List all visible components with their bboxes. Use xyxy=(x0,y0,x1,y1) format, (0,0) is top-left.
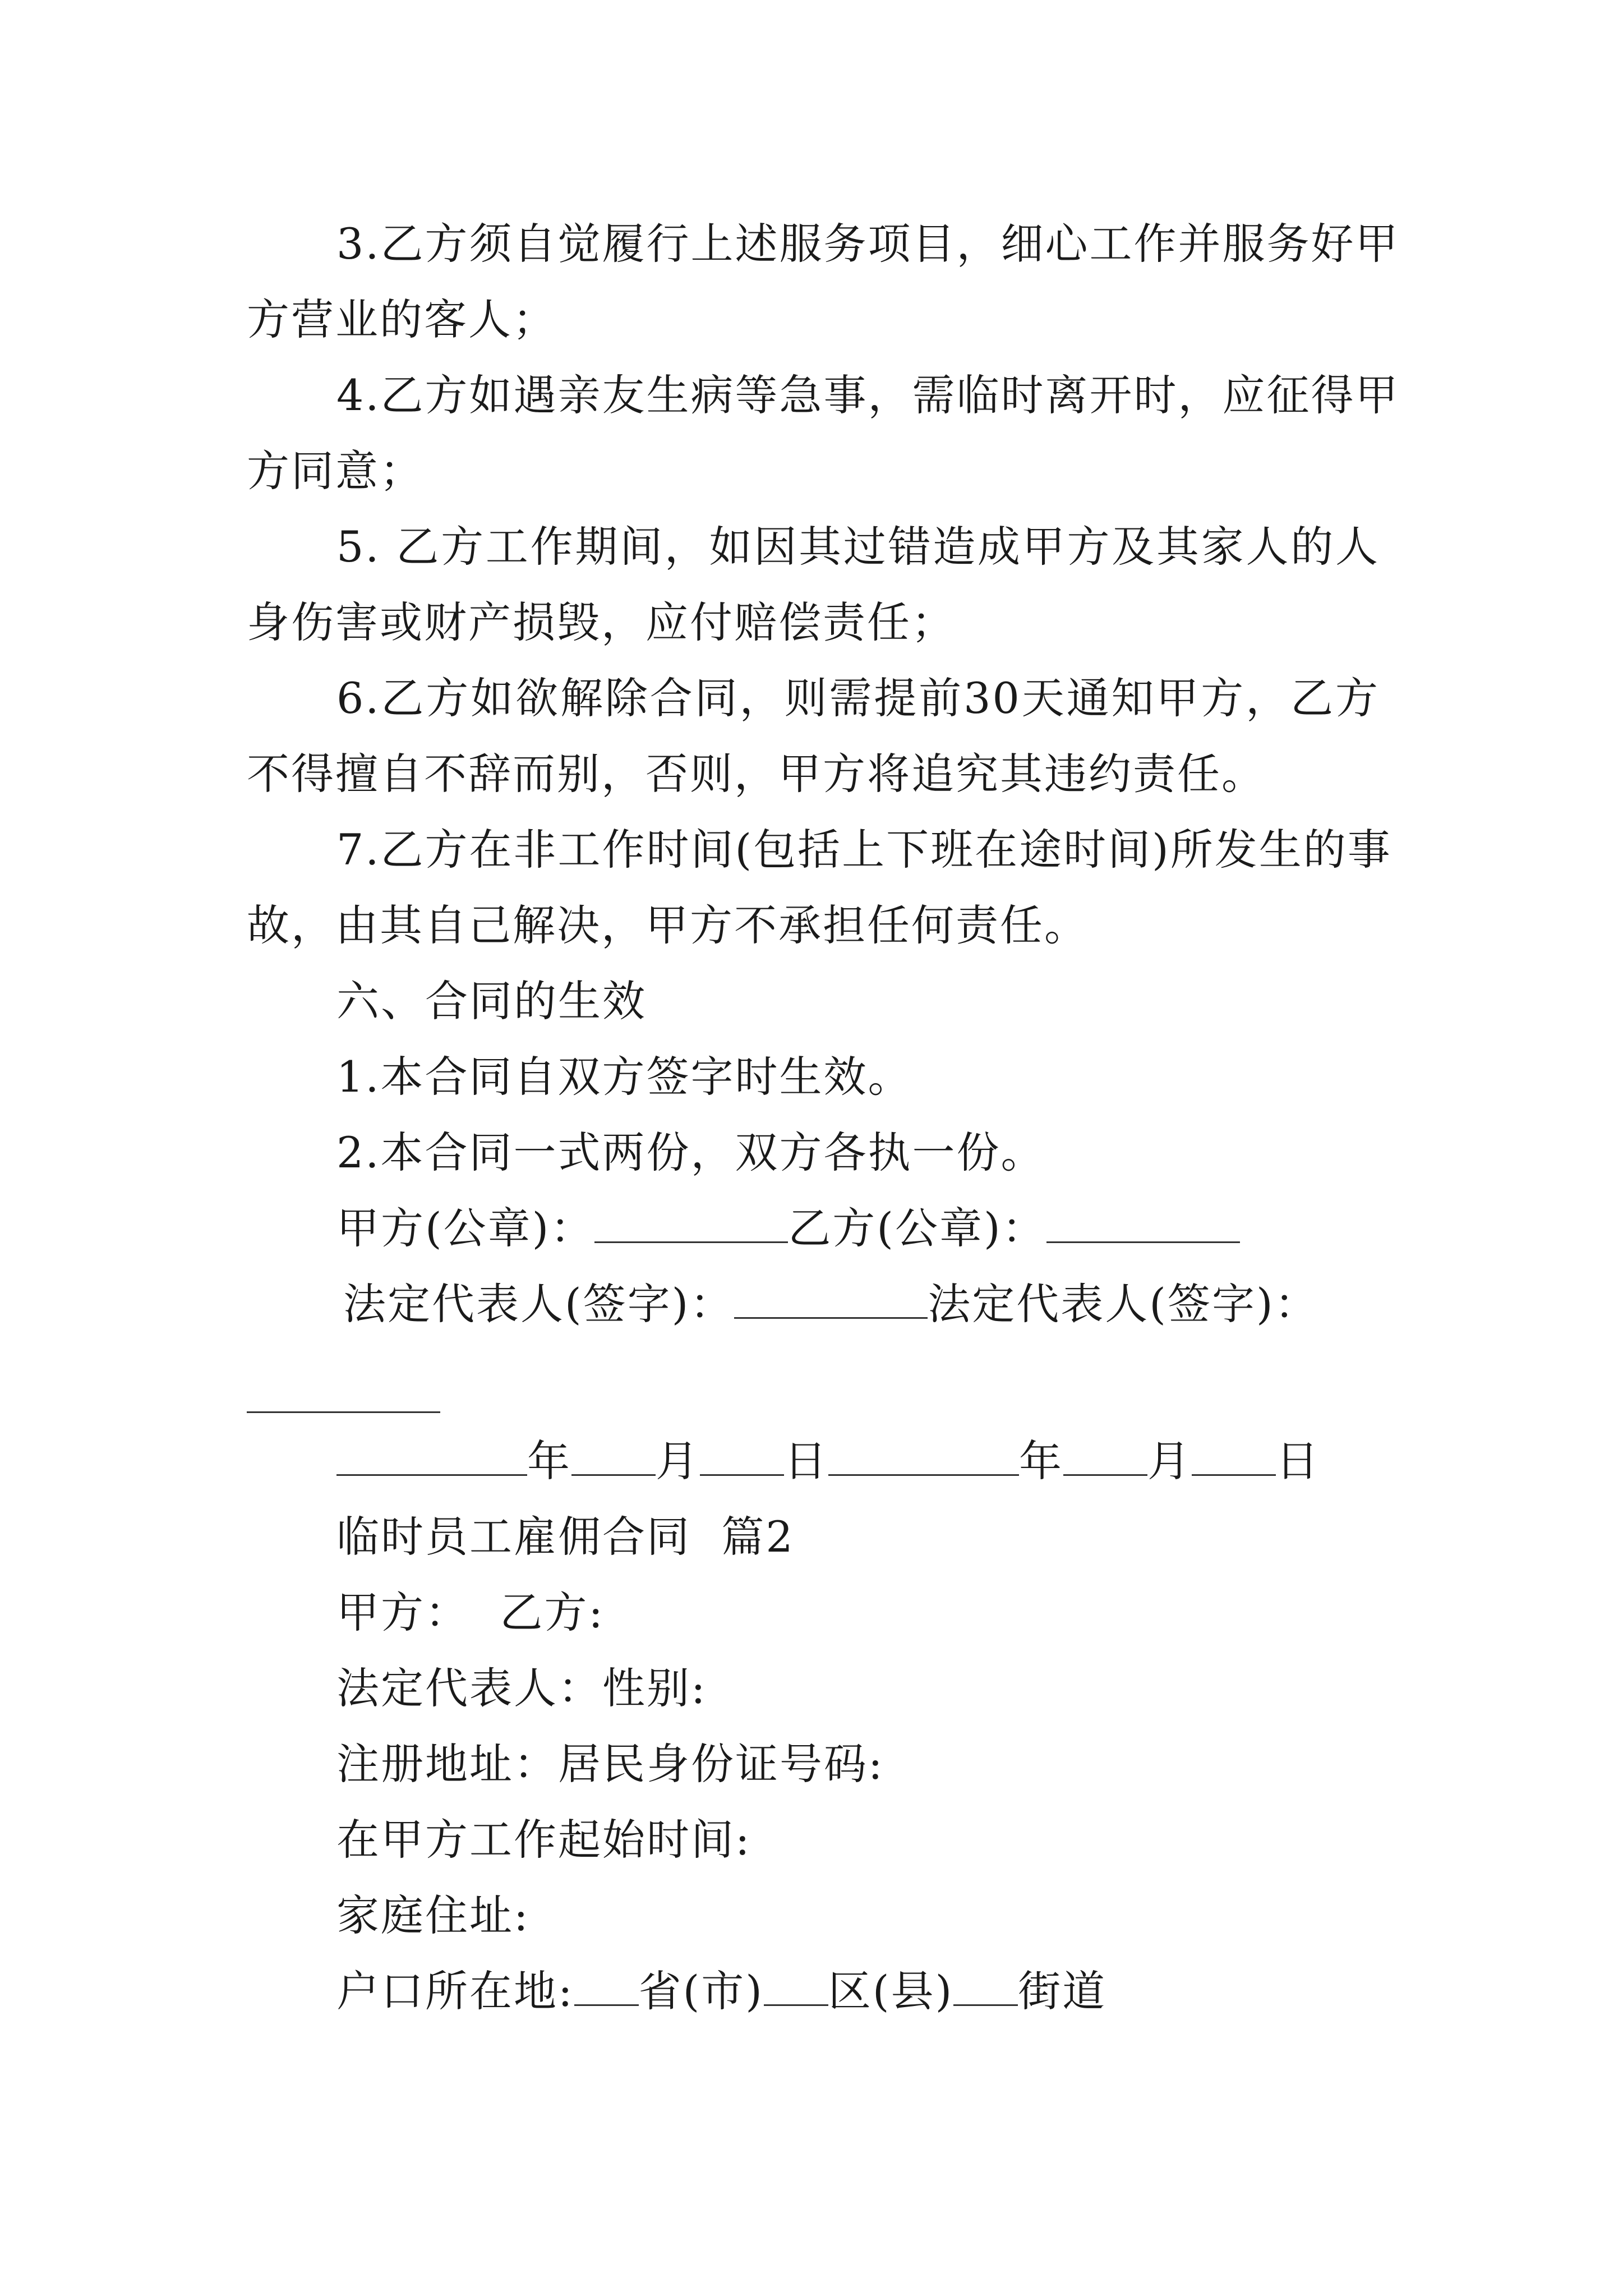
clause-3-line-2: 方营业的客人； xyxy=(247,295,557,344)
form-address-line: 注册地址：居民身份证号码: xyxy=(336,1739,884,1789)
party-b-seal-blank xyxy=(1046,1202,1240,1243)
date-b-year-blank xyxy=(828,1435,1019,1476)
clause-4-line-1: 4.乙方如遇亲友生病等急事，需临时离开时，应征得甲 xyxy=(336,370,1400,420)
date-b-month: 月 xyxy=(1147,1436,1192,1486)
hukou-street: 街道 xyxy=(1018,1966,1107,2016)
hukou-street-blank xyxy=(953,1965,1018,2006)
form-representative-line: 法定代表人：性别: xyxy=(336,1663,707,1713)
clause-7-line-1: 7.乙方在非工作时间(包括上下班在途时间)所发生的事 xyxy=(336,825,1392,875)
form-party-line: 甲方： 乙方: xyxy=(336,1588,605,1637)
date-a-year-blank xyxy=(336,1435,527,1476)
party-a-seal-blank xyxy=(594,1202,788,1243)
date-a-month: 月 xyxy=(656,1436,700,1486)
date-b-year: 年 xyxy=(1019,1436,1063,1486)
effect-clause-2: 2.本合同一式两份，双方各执一份。 xyxy=(336,1128,1045,1177)
date-a-year: 年 xyxy=(527,1436,571,1486)
seal-line xyxy=(336,1200,1240,1257)
date-a-day: 日 xyxy=(784,1436,828,1486)
date-a-day-blank xyxy=(700,1435,784,1476)
date-b-month-blank xyxy=(1063,1435,1147,1476)
rep-a-label: 法定代表人(签字)： xyxy=(343,1279,735,1329)
clause-6-line-1: 6.乙方如欲解除合同，则需提前30天通知甲方，乙方 xyxy=(336,673,1380,723)
date-a-month-blank xyxy=(571,1435,656,1476)
date-b-day: 日 xyxy=(1276,1436,1320,1486)
date-line xyxy=(336,1433,1320,1489)
clause-6-line-2: 不得擅自不辞而别，否则，甲方将追究其违约责任。 xyxy=(247,749,1266,799)
party-a-seal-label: 甲方(公章)： xyxy=(336,1203,595,1253)
rep-b-label: 法定代表人(签字)： xyxy=(928,1279,1319,1329)
hukou-district-blank xyxy=(764,1965,828,2006)
representative-line xyxy=(343,1276,1319,1332)
hukou-label: 户口所在地: xyxy=(336,1966,574,2016)
clause-5-line-2: 身伤害或财产损毁，应付赔偿责任； xyxy=(247,597,956,647)
date-b-day-blank xyxy=(1192,1435,1276,1476)
party-b-seal-label: 乙方(公章)： xyxy=(788,1203,1046,1253)
form-home-address-line: 家庭住址: xyxy=(336,1890,530,1940)
clause-7-line-2: 故，由其自己解决，甲方不承担任何责任。 xyxy=(247,900,1089,950)
hukou-province: 省(市) xyxy=(638,1966,764,2016)
rep-a-blank xyxy=(734,1278,928,1319)
effect-clause-1: 1.本合同自双方签字时生效。 xyxy=(336,1052,912,1102)
rep-b-blank xyxy=(247,1411,440,1413)
hukou-district: 区(县) xyxy=(828,1966,954,2016)
clause-4-line-2: 方同意； xyxy=(247,446,424,496)
clause-3-line-1: 3.乙方须自觉履行上述服务项目，细心工作并服务好甲 xyxy=(336,219,1400,269)
section-2-title: 临时员工雇佣合同 篇2 xyxy=(336,1512,795,1562)
hukou-line xyxy=(336,1963,1106,2019)
hukou-province-blank xyxy=(574,1965,639,2006)
section-6-heading: 六、合同的生效 xyxy=(336,976,647,1026)
form-start-time-line: 在甲方工作起始时间: xyxy=(336,1815,751,1865)
clause-5-line-1: 5. 乙方工作期间，如因其过错造成甲方及其家人的人 xyxy=(336,522,1380,572)
